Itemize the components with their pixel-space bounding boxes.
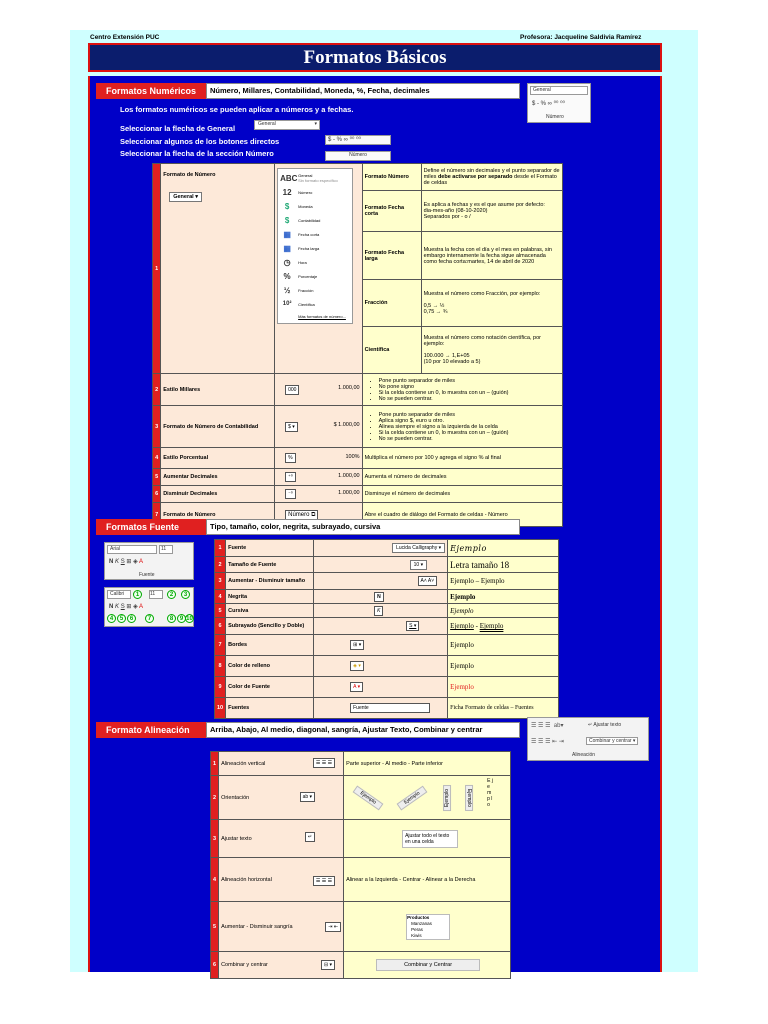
section-title-alignment: Formato Alineación: [96, 722, 206, 738]
grow-shrink-font-button[interactable]: A˄ A˅: [418, 576, 438, 586]
indent-item: Kiwis: [411, 932, 422, 938]
indent-example-cell: [344, 902, 511, 952]
font-control-cell: [314, 540, 448, 557]
subformat-name: Formato Fecha larga: [362, 232, 421, 280]
row-number-5: 5: [153, 469, 161, 486]
annotation-9: 9: [177, 614, 186, 623]
row-number-1: 1: [211, 752, 219, 776]
list-item[interactable]: [280, 297, 350, 311]
orient-example-vertical: E j e m p l o: [487, 778, 493, 808]
font-name: Tamaño de Fuente: [226, 557, 314, 573]
row-number-2: 2: [211, 776, 219, 820]
desc-bullet: • No pone signo: [379, 384, 560, 390]
desc-line: (10 por 10 elevado a 5): [423, 359, 481, 365]
list-item-label: Contabilidad: [298, 217, 321, 223]
horizontal-align-buttons[interactable]: ☰ ☰ ☰ ⇤ ⇥: [531, 739, 564, 745]
indent-item: Productos: [407, 914, 430, 920]
wrap-text-button[interactable]: ↵: [305, 832, 315, 842]
align-name-cell: [219, 820, 344, 858]
list-item[interactable]: [280, 241, 350, 255]
font-style-buttons[interactable]: N K S ⊞ ◈ A: [109, 559, 144, 565]
percent-style-button[interactable]: %: [285, 453, 295, 463]
format-name: Aumentar Decimales: [161, 469, 275, 486]
merge-example: Combinar y Centrar: [376, 959, 480, 971]
format-value: $ 1.000,00: [333, 422, 360, 428]
list-item-label: Fracción: [298, 287, 314, 293]
separator: -: [473, 622, 480, 630]
list-item[interactable]: [280, 185, 350, 199]
format-control-cell: [275, 486, 362, 503]
desc-bullet: • No se pueden centrar.: [379, 436, 560, 442]
orient-example-up: Ejemplo: [397, 786, 428, 811]
font-formats-table: [214, 539, 559, 719]
desc-line: 0,75 → ¾: [423, 309, 448, 315]
list-item-label: Porcentaje: [298, 273, 318, 279]
annotation-3: 3: [181, 590, 190, 599]
format-value: 1.000,00: [338, 473, 360, 479]
row-number-4: 4: [153, 448, 161, 469]
format-list-cell: [275, 164, 362, 374]
desc-line: Es aplica a fechas y es el que asume por defecto:: [423, 202, 545, 208]
font-style-buttons[interactable]: N K S ⊞ ◈ A: [109, 604, 144, 610]
subformat-name: Formato Número: [362, 164, 421, 191]
subformat-desc: [421, 191, 562, 232]
format-name: Estilo Millares: [161, 374, 275, 406]
desc-line: dia-mes-año (08-10-2020): [423, 208, 488, 214]
list-item[interactable]: [280, 269, 350, 283]
list-item[interactable]: [280, 199, 350, 213]
merge-center-button[interactable]: Combinar y centrar ▾: [586, 737, 638, 745]
header-left: Centro Extensión PUC: [90, 34, 160, 41]
font-example: Ejemplo: [448, 656, 559, 677]
number-ribbon-buttons[interactable]: $ - % ∞ ⁰⁰ ⁰⁰: [532, 101, 565, 107]
desc-bullet: • Pone punto separador de miles: [379, 412, 560, 418]
row-number-2: 2: [215, 557, 226, 573]
list-item-label: Hora: [298, 259, 307, 265]
subformat-name: Fracción: [362, 280, 421, 327]
font-example: Letra tamaño 18: [448, 557, 559, 573]
font-color-button[interactable]: A ▾: [350, 682, 363, 692]
font-ribbon-label: Fuente: [139, 572, 155, 578]
wrap-example: Ajustar todo el texto en una celda: [402, 830, 458, 848]
format-name: Formato de Número: [161, 503, 275, 527]
horizontal-align-button[interactable]: ☰ ☰ ☰: [313, 876, 335, 886]
font-name: Cursiva: [226, 604, 314, 618]
list-item[interactable]: [280, 255, 350, 269]
align-name: Combinar y centrar: [221, 962, 268, 968]
align-name: Aumentar - Disminuir sangría: [221, 923, 293, 930]
desc-bullet: • No se pueden centrar.: [379, 396, 560, 402]
general-format-select[interactable]: General: [530, 86, 588, 95]
row-number-3: 3: [153, 406, 161, 448]
format-control-cell: [275, 374, 362, 406]
wrap-icon: ↵: [588, 722, 593, 728]
format-desc: Aumenta el número de decimales: [362, 469, 562, 486]
row-number-4: 4: [215, 590, 226, 604]
subformat-desc: Muestra la fecha con el día y el mes en palabras, sin embargo internamente la fecha sigue almacenada como fecha corta:martes, 14 de abril de 2020: [421, 232, 562, 280]
increase-decimal-button[interactable]: ⁺⁰: [285, 472, 296, 482]
vertical-align-button[interactable]: ☰ ☰ ☰: [313, 758, 335, 768]
row-number-8: 8: [215, 656, 226, 677]
row-number-7: 7: [215, 635, 226, 656]
font-control-cell: [314, 618, 448, 635]
annotation-7: 7: [145, 614, 154, 623]
italic-button[interactable]: K: [374, 606, 383, 616]
desc-bullet: • Alinea siempre el signo a la izquierda de la celda: [379, 424, 560, 430]
format-control-cell: [275, 406, 362, 448]
align-name-cell: [219, 952, 344, 979]
underline-single-example: Ejemplo: [450, 622, 474, 630]
currency-icon: $: [284, 201, 290, 211]
font-control-cell: [314, 677, 448, 698]
font-example: Ejemplo: [448, 677, 559, 698]
font-example: [448, 618, 559, 635]
header-right: Profesora: Jacqueline Saldivia Ramírez: [520, 34, 642, 41]
row-number-6: 6: [215, 618, 226, 635]
desc-line: 100.000 → 1,E+05: [423, 353, 470, 359]
format-value: 1.000,00: [338, 490, 360, 496]
format-control-cell: [275, 448, 362, 469]
font-control-cell: [314, 573, 448, 590]
font-example: Ejemplo: [448, 590, 559, 604]
align-example: Alinear a la Izquierda - Centrar - Alinear a la Derecha: [344, 858, 511, 902]
alignment-formats-table: [210, 751, 511, 979]
comma-style-button[interactable]: 000: [285, 385, 299, 395]
list-item-label: Fecha larga: [298, 245, 320, 251]
font-name: Subrayado (Sencillo y Doble): [226, 618, 314, 635]
list-item-label: Moneda: [298, 203, 313, 209]
list-item[interactable]: [280, 213, 350, 227]
row-number-1: 1: [215, 540, 226, 557]
number-format-cell: [161, 164, 275, 374]
annotation-10: 10: [186, 616, 193, 622]
subformat-desc: [421, 164, 562, 191]
indent-buttons[interactable]: ⇥ ⇤: [325, 922, 341, 932]
font-dialog-launcher[interactable]: Fuente: [350, 703, 430, 713]
calendar-long-icon: ▦: [283, 243, 291, 253]
row-number-5: 5: [211, 902, 219, 952]
numeric-formats-table: [152, 163, 563, 527]
general-icon: ABC: [280, 173, 298, 183]
decrease-decimal-button[interactable]: ⁻⁰: [285, 489, 296, 499]
desc-line: 0,5 → ½: [423, 303, 445, 309]
font-size-select[interactable]: 11: [159, 545, 173, 554]
indent-item: Manzanas: [411, 920, 432, 926]
number-format-dropdown[interactable]: General ▾: [169, 192, 202, 202]
align-name: Alineación vertical: [221, 760, 266, 767]
font-name: Bordes: [226, 635, 314, 656]
align-name: Alineación horizontal: [221, 876, 272, 883]
font-control-cell: [314, 604, 448, 618]
clock-icon: ◷: [283, 257, 291, 267]
vertical-align-buttons[interactable]: ☰ ☰ ☰ ab▾: [531, 723, 564, 729]
number-ribbon-label: Número: [546, 114, 564, 120]
accounting-format-button[interactable]: $ ▾: [285, 422, 298, 432]
desc-bullet: • Si la celda contiene un 0, lo muestra con un – (guión): [379, 430, 560, 436]
font-example: Ficha Formato de celdas – Fuentes: [448, 698, 559, 719]
number-ribbon-group: [527, 83, 591, 123]
merge-label: Combinar y centrar: [589, 738, 632, 744]
fill-color-button[interactable]: ◈ ▾: [350, 661, 364, 671]
row-number-6: 6: [153, 486, 161, 503]
font-name-select[interactable]: Arial: [107, 545, 157, 554]
font-name: Aumentar - Disminuir tamaño: [226, 573, 314, 590]
intro-number-buttons[interactable]: $ - % ∞ ⁰⁰ ⁰⁰: [325, 135, 391, 145]
orient-example-rotate-up: Ejemplo: [443, 785, 451, 811]
list-item-label: General: [298, 173, 313, 178]
annotation-5: 5: [117, 614, 126, 623]
section-title-font: Formatos Fuente: [96, 519, 206, 535]
borders-button[interactable]: ⊞ ▾: [350, 640, 364, 650]
font-name-select[interactable]: Calibri: [107, 590, 131, 599]
fraction-icon: ½: [283, 285, 291, 295]
font-example: Ejemplo – Ejemplo: [448, 573, 559, 590]
number-format-label: Formato de Número: [163, 172, 216, 178]
row-number-2: 2: [153, 374, 161, 406]
row-number-10: 10: [215, 698, 226, 719]
format-name: Disminuir Decimales: [161, 486, 275, 503]
subformat-name: Formato Fecha corta: [362, 191, 421, 232]
list-item-label: Fecha corta: [298, 231, 320, 237]
wrap-label: Ajustar texto: [593, 722, 622, 728]
desc-line: Muestra el número como Fracción, por ejemplo:: [423, 291, 541, 297]
desc-bold: debe activarse por separado: [437, 174, 513, 180]
subformat-desc: [421, 280, 562, 327]
row-number-4: 4: [211, 858, 219, 902]
intro-line-1: Los formatos numéricos se pueden aplicar a números y a fechas.: [120, 105, 354, 114]
underline-button[interactable]: S ▾: [406, 621, 419, 631]
number-format-dropdown-value: General: [173, 194, 194, 200]
section-desc-alignment: Arriba, Abajo, Al medio, diagonal, sangría, Ajustar Texto, Combinar y centrar: [206, 722, 520, 738]
format-name: Formato de Número de Contabilidad: [161, 406, 275, 448]
orient-example-rotate-down: Ejemplo: [465, 785, 473, 811]
format-desc: [362, 406, 562, 448]
align-name-cell: [219, 752, 344, 776]
bold-button[interactable]: N: [374, 592, 384, 602]
align-name-cell: [219, 902, 344, 952]
list-item-sub: Sin formato específico: [298, 178, 338, 183]
list-item[interactable]: [280, 171, 350, 185]
desc-bullet: • Si la celda contiene un 0, lo muestra con un – (guión): [379, 390, 560, 396]
orientation-button[interactable]: ab ▾: [300, 792, 315, 802]
font-example: Ejemplo: [448, 635, 559, 656]
font-name: Color de Fuente: [226, 677, 314, 698]
intro-line-2: Seleccionar la flecha de General: [120, 124, 236, 133]
font-control-cell: [314, 557, 448, 573]
annotation-2: 2: [167, 590, 176, 599]
page-title: Formatos Básicos: [88, 43, 662, 72]
font-control-cell: [314, 698, 448, 719]
font-control-cell: [314, 656, 448, 677]
list-item[interactable]: [280, 283, 350, 297]
desc-text: desde el Formato de celdas: [423, 174, 557, 186]
number-dialog-launcher[interactable]: Número ⧉: [285, 510, 318, 520]
font-control-cell: [314, 590, 448, 604]
format-desc: [362, 374, 562, 406]
intro-line-3: Seleccionar algunos de los botones directos: [120, 137, 280, 146]
desc-line: Muestra el número como notación científica, por ejemplo:: [423, 335, 541, 347]
font-family-dropdown[interactable]: Lucida Calligraphy ▾: [392, 543, 445, 553]
wrap-text-button[interactable]: [588, 722, 621, 728]
row-number-5: 5: [215, 604, 226, 618]
indent-example: [406, 914, 450, 940]
row-number-3: 3: [215, 573, 226, 590]
annotation-1: 1: [133, 590, 142, 599]
align-example: Parte superior - Al medio - Parte inferior: [344, 752, 511, 776]
row-number-9: 9: [215, 677, 226, 698]
format-name: Estilo Porcentual: [161, 448, 275, 469]
annotation-8: 8: [167, 614, 176, 623]
section-title-numeric: Formatos Numéricos: [96, 83, 206, 99]
intro-number-group-label[interactable]: Número: [325, 151, 391, 161]
list-item[interactable]: [280, 227, 350, 241]
number-icon: 12: [282, 187, 292, 197]
desc-line: Separados por - o /: [423, 214, 471, 220]
font-name: Negrita: [226, 590, 314, 604]
format-control-cell: [275, 469, 362, 486]
list-item-label: Científica: [298, 301, 315, 307]
intro-general-select-label: General: [258, 121, 276, 127]
underline-double-example: Ejemplo: [479, 622, 504, 630]
indent-item: Peras: [411, 926, 423, 932]
orientation-examples: [344, 776, 511, 820]
section-desc-font: Tipo, tamaño, color, negrita, subrayado, cursiva: [206, 519, 520, 535]
format-desc: Multiplica el número por 100 y agrega el signo % al final: [362, 448, 562, 469]
font-size-select[interactable]: 11: [149, 590, 163, 599]
format-desc: Disminuye el número de decimales: [362, 486, 562, 503]
percent-icon: %: [283, 271, 291, 281]
subformat-name: Científica: [362, 327, 421, 374]
accounting-icon: $: [284, 215, 290, 225]
chevron-down-icon: ▾: [314, 121, 317, 127]
font-ribbon-annotated: [104, 587, 194, 627]
align-name-cell: [219, 858, 344, 902]
scientific-icon: 10²: [282, 301, 292, 307]
number-format-list: [277, 168, 353, 324]
font-name: Fuente: [226, 540, 314, 557]
font-size-dropdown[interactable]: 10 ▾: [410, 560, 427, 570]
font-ribbon-group: [104, 542, 194, 580]
intro-line-4: Seleccionar la flecha de la sección Número: [120, 149, 274, 158]
list-item-label: Número: [298, 189, 313, 195]
desc-bullet: • Pone punto separador de miles: [379, 378, 560, 384]
intro-general-select[interactable]: [254, 120, 320, 130]
annotation-4: 4: [107, 614, 116, 623]
font-example: Ejemplo: [448, 540, 559, 557]
format-value: 100%: [345, 454, 360, 460]
more-formats-link[interactable]: Más formatos de número...: [298, 313, 346, 319]
format-value: 1.000,00: [338, 385, 360, 391]
wrap-example-cell: [344, 820, 511, 858]
row-number-6: 6: [211, 952, 219, 979]
section-desc-numeric: Número, Millares, Contabilidad, Moneda, %, Fecha, decimales: [206, 83, 520, 99]
row-number-1: 1: [153, 164, 161, 374]
merge-example-cell: [344, 952, 511, 979]
row-number-3: 3: [211, 820, 219, 858]
merge-center-button[interactable]: ⊟ ▾: [321, 960, 335, 970]
calendar-short-icon: ▦: [283, 229, 291, 239]
font-name: Color de relleno: [226, 656, 314, 677]
font-name: Fuentes: [226, 698, 314, 719]
align-name: Orientación: [221, 794, 250, 801]
font-control-cell: [314, 635, 448, 656]
subformat-desc: [421, 327, 562, 374]
format-desc: Abre el cuadro de diálogo del Formato de celdas - Número: [362, 503, 562, 527]
row-number-7: 7: [153, 503, 161, 527]
alignment-ribbon-label: Alineación: [572, 752, 596, 758]
desc-text: Define el número sin decimales y el punto separador de miles: [423, 168, 560, 180]
font-example: Ejemplo: [448, 604, 559, 618]
annotation-6: 6: [127, 614, 136, 623]
align-name-cell: [219, 776, 344, 820]
align-name: Ajustar texto: [221, 835, 252, 842]
desc-bullet: • Aplica signo $, euro u otro.: [379, 418, 560, 424]
alignment-ribbon-group: [527, 717, 649, 761]
orient-example-down: Ejemplo: [353, 786, 384, 811]
